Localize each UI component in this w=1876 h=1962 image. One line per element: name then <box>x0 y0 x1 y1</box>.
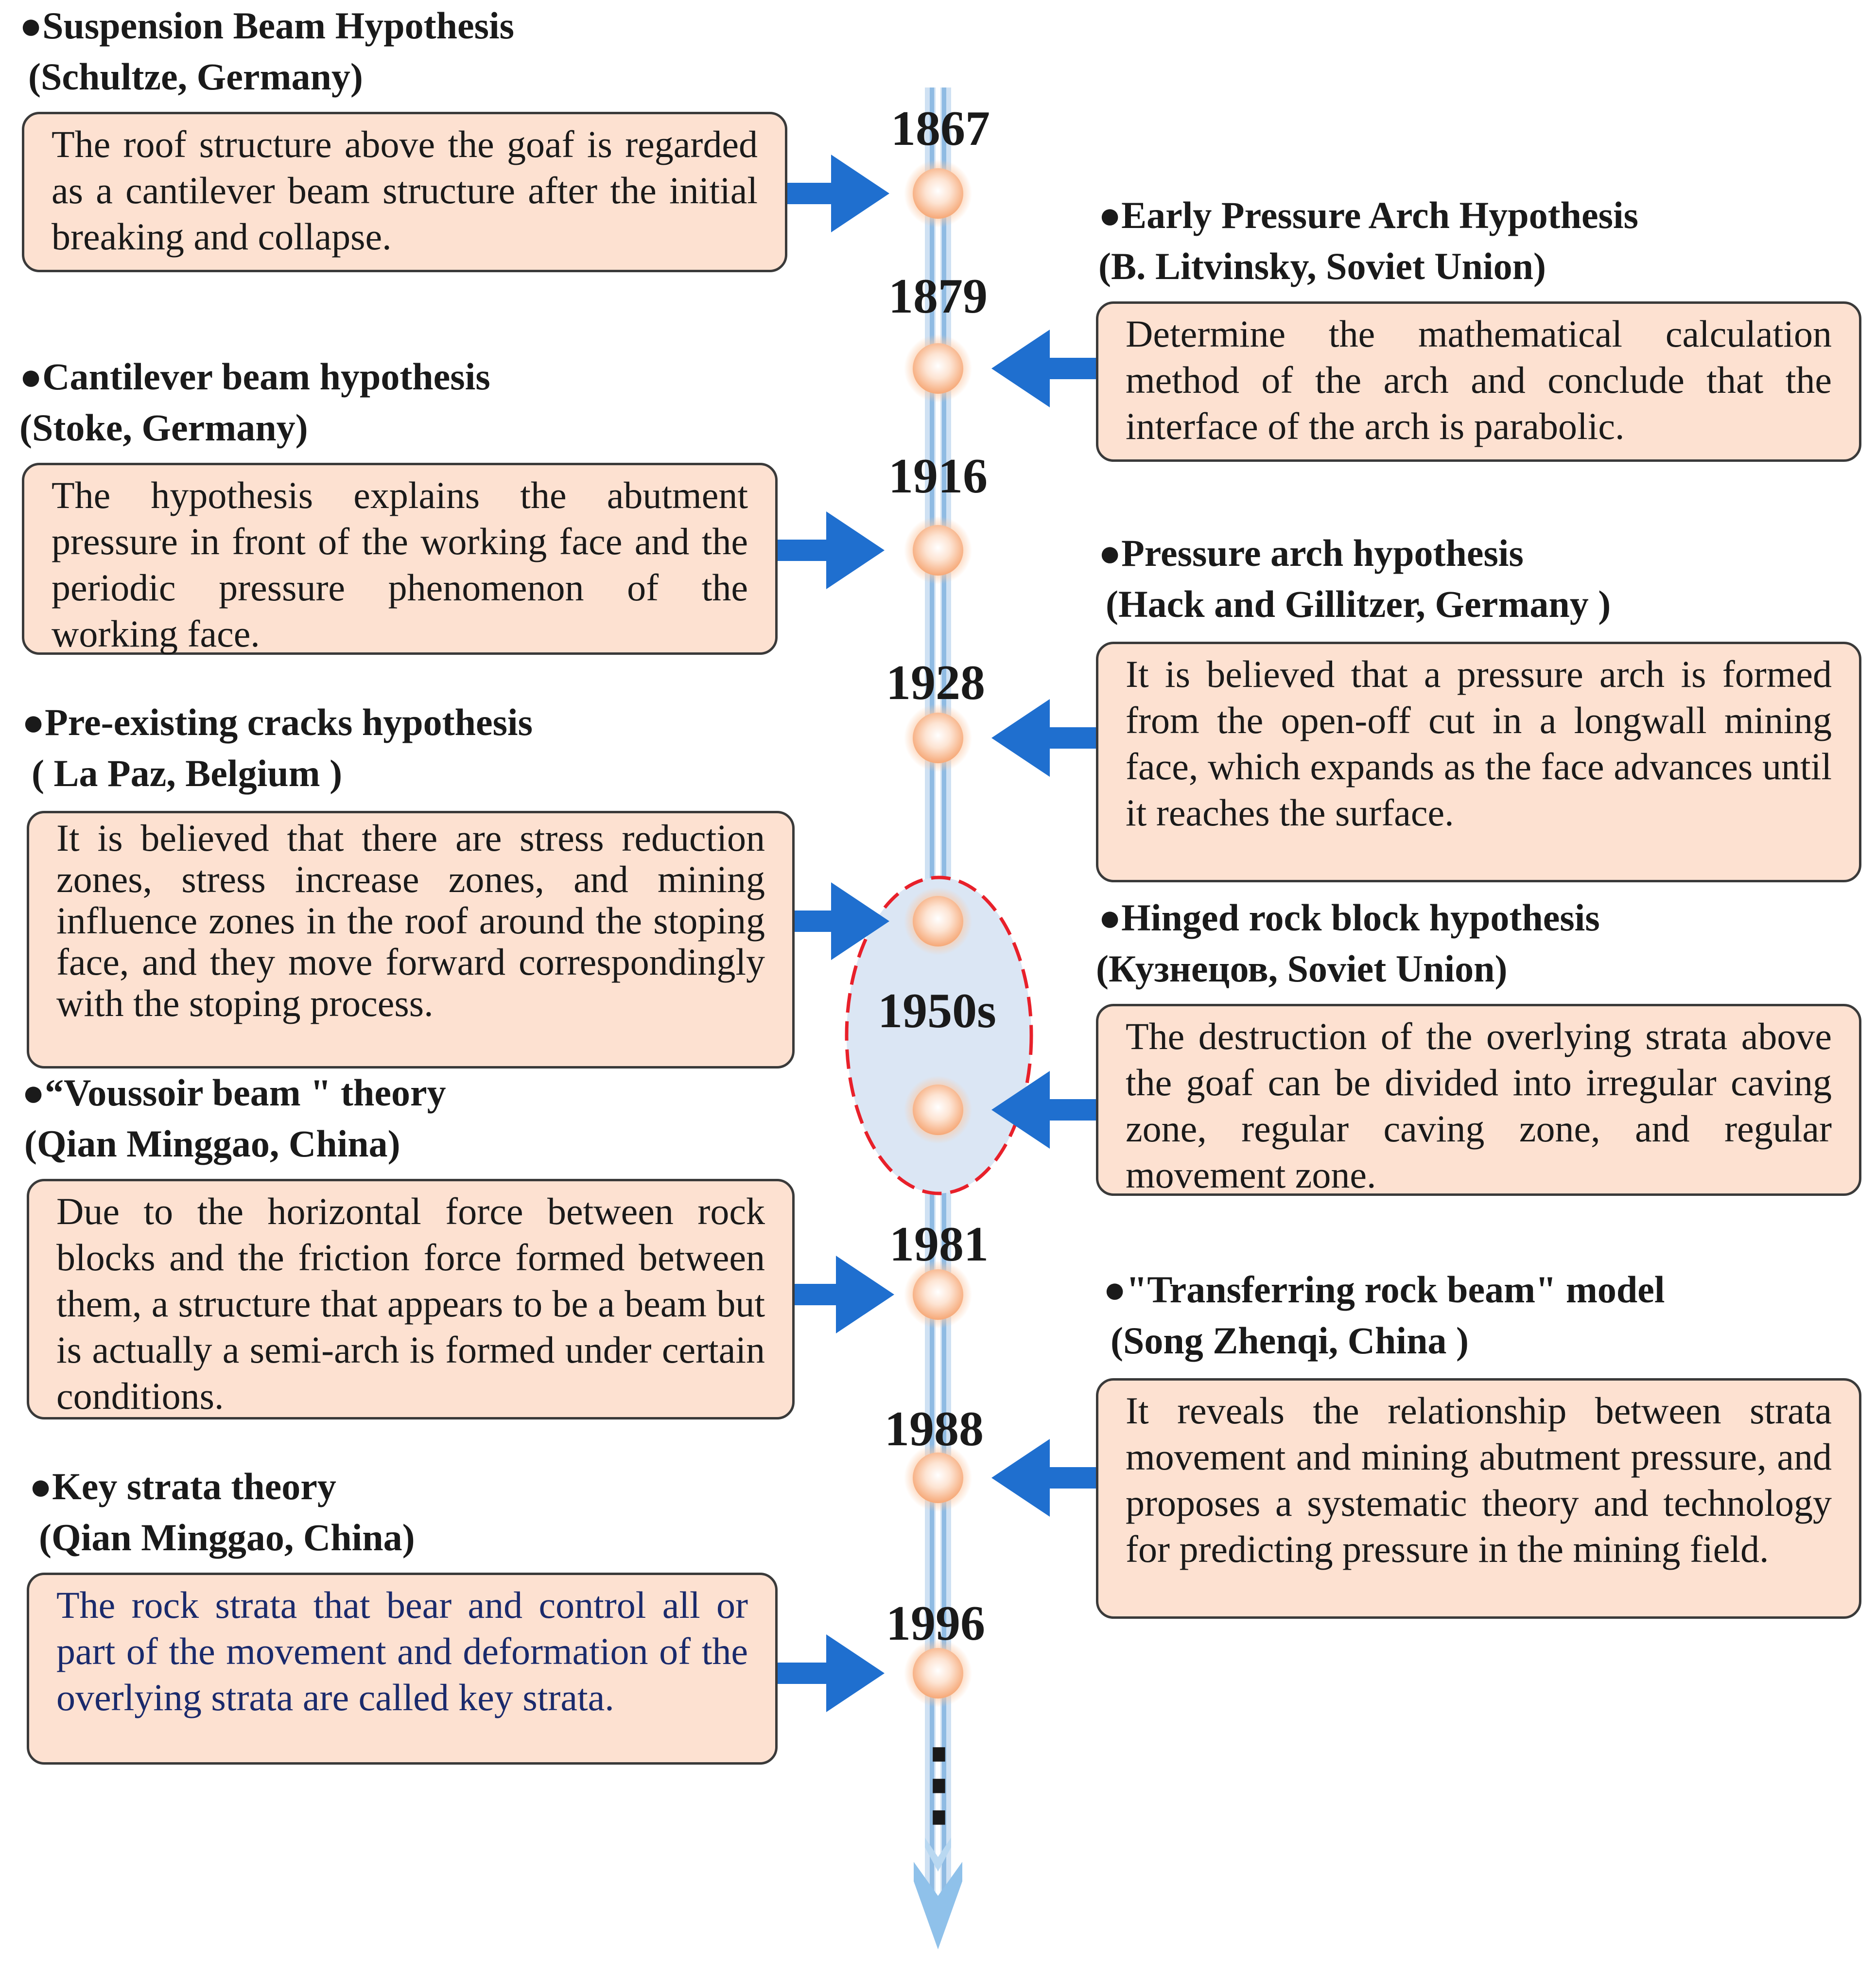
entry-author: (Stoke, Germany) <box>19 406 308 449</box>
timeline-node-1916 <box>904 516 972 584</box>
entry-title: ●Cantilever beam hypothesis <box>19 355 490 398</box>
entry-author: (Hack and Gillitzer, Germany ) <box>1106 583 1611 625</box>
entry-title: ●"Transferring rock beam" model <box>1103 1268 1665 1311</box>
timeline-nodes <box>904 159 972 1707</box>
entry-author: ( La Paz, Belgium ) <box>32 752 343 794</box>
timeline-node-1950s-a <box>904 887 972 955</box>
entry-author: (Qian Minggao, China) <box>24 1122 400 1165</box>
year-label-1981: 1981 <box>889 1217 989 1272</box>
year-label-1950s: 1950s <box>878 983 996 1038</box>
entry-description: The hypothesis explains the abutment pressure in front of the working face and the periodic pressure phenomenon of the working face. <box>22 463 778 655</box>
arrow-early-pressure-arch <box>991 330 1096 407</box>
entry-description: The rock strata that bear and control all or part of the movement and deformation of the overlying strata are called key strata. <box>27 1573 778 1765</box>
entry-description: It is believed that there are stress reduction zones, stress increase zones, and mining influence zones in the roof around the stoping face, and they move forward correspondingly with the stoping process. <box>27 811 795 1069</box>
entry-title: ●Pressure arch hypothesis <box>1098 532 1524 574</box>
entry-author: (Schultze, Germany) <box>28 55 363 98</box>
timeline-node-1950s-b <box>904 1076 972 1144</box>
arrow-key-strata <box>778 1634 885 1712</box>
continuation-ellipsis: ⋮ <box>893 1733 985 1835</box>
entry-author: (Qian Minggao, China) <box>39 1516 415 1559</box>
entry-description: Determine the mathematical calculation method of the arch and conclude that the interface of the arch is parabolic. <box>1096 301 1861 462</box>
year-label-1988: 1988 <box>885 1401 984 1456</box>
entry-title: ●Suspension Beam Hypothesis <box>19 4 515 47</box>
timeline-node-1867 <box>904 159 972 228</box>
year-label-1996: 1996 <box>886 1596 985 1651</box>
year-label-1867: 1867 <box>891 101 990 156</box>
entry-title: ●“Voussoir beam " theory <box>22 1071 446 1114</box>
entry-description: It reveals the relationship between strata movement and mining abutment pressure, and proposes a systematic theory and technology for predicting pressure in the mining field. <box>1096 1378 1861 1619</box>
entry-description: It is believed that a pressure arch is formed from the open-off cut in a longwall mining face, which expands as the face advances until it reaches the surface. <box>1096 642 1861 882</box>
entry-description: The destruction of the overlying strata above the goaf can be divided into irregular caving zone, regular caving zone, and regular movement zone. <box>1096 1004 1861 1196</box>
entry-description: Due to the horizontal force between rock blocks and the friction force formed between them, a structure that appears to be a beam but is actually a semi-arch is formed under certain conditions. <box>27 1179 795 1419</box>
entry-title: ●Hinged rock block hypothesis <box>1098 896 1600 939</box>
entry-title: ●Pre-existing cracks hypothesis <box>22 701 533 743</box>
timeline-node-1928 <box>904 704 972 772</box>
arrow-suspension-beam <box>787 155 889 232</box>
year-label-1928: 1928 <box>886 655 985 710</box>
year-label-1879: 1879 <box>888 269 988 324</box>
arrow-cantilever-beam <box>778 511 885 589</box>
year-label-1916: 1916 <box>888 449 988 504</box>
arrow-voussoir-beam <box>795 1256 894 1333</box>
entry-title: ●Early Pressure Arch Hypothesis <box>1098 194 1638 236</box>
entry-author: (Song Zhenqi, China ) <box>1111 1319 1469 1362</box>
entry-author: (Кузнецов, Soviet Union) <box>1096 947 1508 990</box>
entry-description: The roof structure above the goaf is regarded as a cantilever beam structure after the initial breaking and collapse. <box>22 112 787 272</box>
arrow-transferring-rock-beam <box>991 1439 1096 1517</box>
arrow-pressure-arch <box>991 699 1096 777</box>
entry-title: ●Key strata theory <box>29 1465 336 1507</box>
entry-author: (B. Litvinsky, Soviet Union) <box>1098 245 1546 287</box>
timeline-node-1879 <box>904 334 972 403</box>
